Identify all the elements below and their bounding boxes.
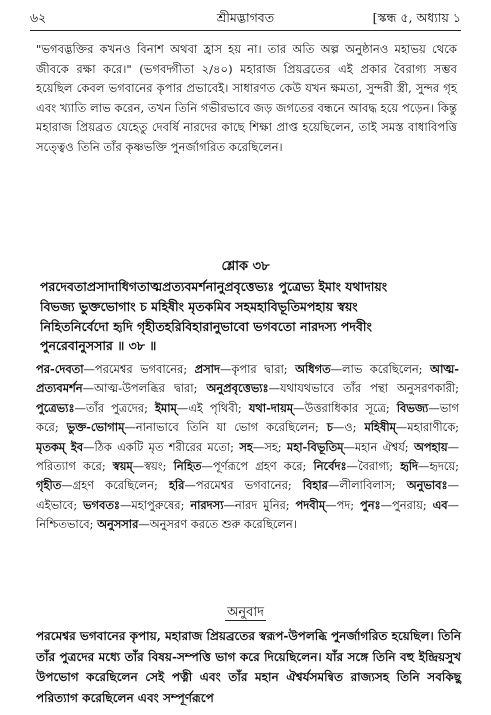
synonym-word: বিহার xyxy=(302,478,328,493)
synonym-meaning: স্বয়ং xyxy=(144,459,163,474)
synonym-meaning: পরিত্যাগ করে xyxy=(36,459,102,474)
synonym-word: অনুসসার xyxy=(97,517,139,532)
synonym-word: যথা-দায়ম্ xyxy=(248,400,294,415)
verse-line: নিহিতনির্বেদো হৃদি গৃহীতহরিবিহারানুভাবো ভগবতো নারদস্য পদবীং xyxy=(40,318,372,334)
synonym-word: সহ xyxy=(239,439,253,454)
synonym-word: হরি xyxy=(168,478,185,493)
synonym-word: প্রসাদ xyxy=(194,362,220,376)
synonym-meaning: ঠিক একটি মৃত শরীরের মতো xyxy=(94,439,231,454)
header-rule xyxy=(30,30,461,31)
synonym-meaning: ভাগ করে xyxy=(36,400,459,435)
synonym-word: পুনঃ xyxy=(360,497,381,512)
synonym-word: মৃতকম্ ইব xyxy=(36,439,84,454)
synonym-meaning: গ্রহণ করেছিলেন xyxy=(72,478,154,493)
synonym-word: অপহায় xyxy=(413,439,448,454)
synonym-meaning: বৈরাগ্য xyxy=(357,459,390,474)
synonym-meaning: তাঁর পুত্রদের xyxy=(85,400,145,415)
synonym-word: পর-দেবতা xyxy=(36,362,84,376)
page-number: ৬২ xyxy=(30,10,47,25)
synonym-word: ভগবতঃ xyxy=(83,497,120,512)
word-for-word-synonyms: পর-দেবতা—পরমেশ্বর ভগবানের; প্রসাদ—কৃপার দ্বারা; অধিগত—লাভ করেছিলেন; আত্ম-প্রত্যবমর্শন—আত্ম-উপলব্ধির দ্বারা; অনুপ্রবৃত্তেভ্যঃ—যথাযথভাবে তাঁর পন্থা অনুসরণকারী; পুত্রেভ্যঃ—তাঁর পুত্রদের; ইমাম্—এই পৃথিবী; যথা-দায়ম্—উত্তরাধিকার সূত্রে; বিভজ্য—ভাগ করে; ভুক্ত-ভোগাম্—নানাভাবে তিনি যা ভোগ করেছিলেন; চ—ও; মহিষীম্—মহারাণীকে; মৃতকম্ ইব—ঠিক একটি মৃত শরীরের মতো; সহ—সহ; মহা-বিভূতিম্—মহান ঐশ্বর্য; অপহায়—পরিত্যাগ করে; স্বয়ম্—স্বয়ং; নিহিত—পূর্ণরূপে গ্রহণ করে; নির্বেদঃ—বৈরাগ্য; হৃদি—হৃদয়ে; গৃহীত—গ্রহণ করেছিলেন; হরি—পরমেশ্বর ভগবানের; বিহার—লীলাবিলাস; অনুভাবঃ—এইভাবে; ভগবতঃ—মহাপুরুষের; নারদস্য—নারদ মুনির; পদবীম্—পদ; পুনঃ—পুনরায়; এব—নিশ্চিতভাবে; অনুসসার—অনুসরণ করতে শুরু করেছিলেন। xyxy=(36,362,460,532)
synonym-word: মহা-বিভূতিম্ xyxy=(286,439,344,454)
synonym-meaning: নিশ্চিতভাবে xyxy=(36,517,90,532)
shloka-heading: শ্লোক ৩৮ xyxy=(221,259,270,274)
synonym-word: গৃহীত xyxy=(36,478,62,493)
translation-paragraph: পরমেশ্বর ভগবানের কৃপায়, মহারাজ প্রিয়ব্রতের স্বরূপ-উপলব্ধি পুনর্জাগরিত হয়েছিল। তিনি তাঁর পুত্রদের মধ্যে তাঁর বিষয়-সম্পত্তি ভাগ করে দিয়েছিলেন। যাঁর সঙ্গে তিনি বহু ইন্দ্রিয়সুখ উপভোগ করেছিলেন সেই পত্নী এবং তাঁর মহান ঐশ্বর্যসমন্বিত রাজ্যসহ তিনি সবকিছু পরিত্যাগ করেছিলেন এবং সম্পূর্ণরূপে xyxy=(36,629,461,705)
synonym-meaning: নারদ মুনির xyxy=(234,497,286,512)
synonym-meaning: মহাপুরুষের xyxy=(131,497,181,512)
synonym-meaning: পদ xyxy=(336,497,351,512)
synonym-meaning: আত্ম-উপলব্ধির দ্বারা xyxy=(93,381,194,396)
running-header xyxy=(30,8,461,30)
synonym-word: নারদস্য xyxy=(190,497,224,512)
synonym-meaning: এইভাবে xyxy=(36,497,74,512)
sanskrit-verse xyxy=(40,277,461,356)
synonym-word: অনুভাবঃ xyxy=(406,478,448,493)
synonym-meaning: লীলাবিলাস xyxy=(339,478,392,493)
synonym-word: ভুক্ত-ভোগাম্ xyxy=(66,420,125,435)
synonym-word: নির্বেদঃ xyxy=(313,459,347,474)
synonym-word: অনুপ্রবৃত্তেভ্যঃ xyxy=(206,381,269,396)
purport-paragraph: "ভগবদ্ভক্তির কখনও বিনাশ অথবা হ্রাস হয় না। তার অতি অল্প অনুষ্ঠানও মহাভয় থেকে জীবকে রক্ষা করে।" (ভগবদ্গীতা ২/৪০) মহারাজ প্রিয়ব্রতের এই প্রকার বৈরাগ্য সম্ভব হয়েছিল কেবল ভগবানের কৃপার প্রভাবেই। সাধারণত কেউ যখন ক্ষমতা, সুন্দরী স্ত্রী, সুন্দর গৃহ এবং খ্যাতি লাভ করেন, তখন তিনি গভীরভাবে জড় জগতের বন্ধনে আবদ্ধ হয়ে পড়েন। কিন্তু মহারাজ প্রিয়ব্রত যেহেতু দেবর্ষি নারদের কাছে শিক্ষা প্রাপ্ত হয়েছিলেন, তাই সমস্ত বাধাবিপত্তি সত্ত্বেও তিনি তাঁর কৃষ্ণভক্তি পুনর্জাগরিত করেছিলেন। xyxy=(36,42,457,154)
synonym-meaning: সহ xyxy=(264,439,278,454)
synonym-word: হৃদি xyxy=(400,459,418,474)
translation-heading xyxy=(0,603,491,624)
translation-heading-text: অনুবাদ xyxy=(227,605,264,620)
verse-line: বিভজ্য ভুক্তভোগাং চ মহিষীং মৃতকমিব সহমহাবিভূতিমপহায় স্বয়ং xyxy=(40,298,358,314)
synonym-meaning: লাভ করেছিলেন xyxy=(342,362,419,376)
synonym-meaning: মহান ঐশ্বর্য xyxy=(354,439,405,454)
synonym-word: বিভজ্য xyxy=(396,400,429,415)
verse-line: পুনরেবানুসসার ॥ ৩৮ ॥ xyxy=(40,338,157,354)
synonym-word: চ xyxy=(326,420,333,435)
synonym-meaning: যথাযথভাবে তাঁর পন্থা অনুসরণকারী xyxy=(280,381,456,396)
synonym-meaning: অনুসরণ করতে শুরু করেছিলেন xyxy=(149,517,293,532)
synonym-word: এব xyxy=(432,497,448,512)
synonym-word: আত্ম-প্রত্যবমর্শন xyxy=(36,362,459,396)
synonym-word: মহিষীম্ xyxy=(364,420,396,435)
synonym-meaning: এই পৃথিবী xyxy=(188,400,238,415)
synonym-meaning: পূর্ণরূপে গ্রহণ করে xyxy=(212,459,303,474)
canto-chapter-reference: [স্কন্ধ ৫, অধ্যায় ১ xyxy=(372,10,461,25)
synonym-word: পুত্রেভ্যঃ xyxy=(36,400,75,415)
synonym-meaning: উত্তরাধিকার সূত্রে xyxy=(304,400,386,415)
synonym-word: ইমাম্ xyxy=(154,400,177,415)
verse-line: পরদেবতাপ্রসাদাধিগতাত্মপ্রত্যবমর্শনানুপ্রবৃত্তেভ্যঃ পুত্রেভ্য ইমাং যথাদায়ং xyxy=(40,279,388,294)
book-title: শ্রীমদ্ভাগবত xyxy=(216,10,275,25)
synonym-word: নিহিত xyxy=(173,459,202,474)
synonym-meaning: কৃপার দ্বারা xyxy=(231,362,284,376)
synonym-word: স্বয়ম্ xyxy=(112,459,133,474)
synonym-meaning: পরমেশ্বর ভগবানের xyxy=(94,362,184,376)
synonym-word: পদবীম্ xyxy=(295,497,326,512)
synonym-meaning: পুনরায় xyxy=(392,497,423,512)
synonym-meaning: পরমেশ্বর ভগবানের xyxy=(195,478,288,493)
synonym-meaning: নানাভাবে তিনি যা ভোগ করেছিলেন xyxy=(135,420,315,435)
synonym-meaning: হৃদয়ে xyxy=(429,459,456,474)
synonym-word: অধিগত xyxy=(295,362,331,376)
synonym-meaning: ও xyxy=(344,420,353,435)
synonym-meaning: মহারাণীকে xyxy=(407,420,456,435)
